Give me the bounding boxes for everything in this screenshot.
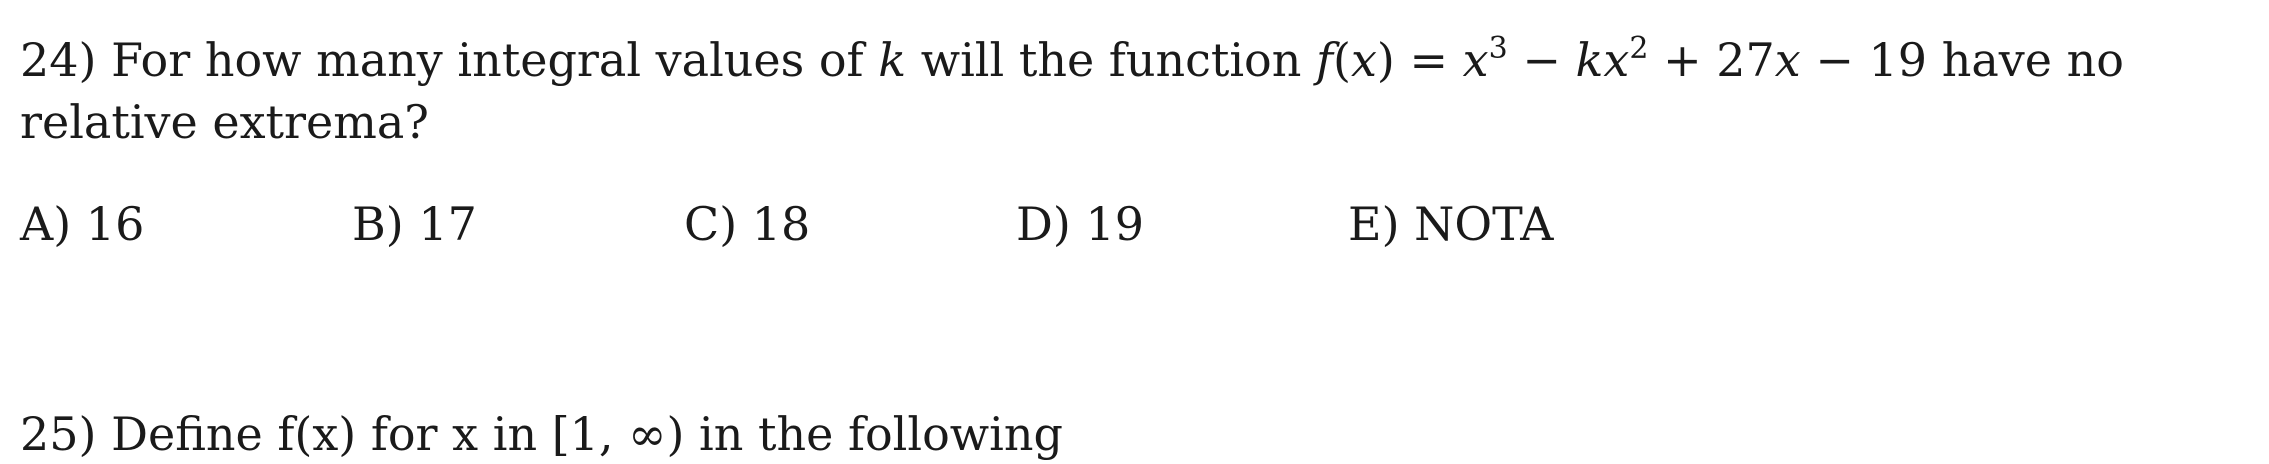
function-expression <box>1316 33 1942 87</box>
term-2-coefficient: k <box>1575 33 1604 87</box>
term-1-variable: x <box>1462 33 1489 87</box>
question-number: 24) <box>20 33 97 87</box>
term-1-exponent: 3 <box>1488 31 1508 66</box>
paren-close: ) <box>1376 33 1395 87</box>
plus-sign: + <box>1663 33 1702 87</box>
choice-label: E) <box>1348 197 1400 251</box>
next-question-cutoff: 25) Define f(x) for x in [1, ∞) in the following <box>20 407 1063 461</box>
choice-label: A) <box>20 197 72 251</box>
question-line-1 <box>20 30 2124 90</box>
question-text-part-2: will the function <box>920 33 1302 87</box>
term-3-variable: x <box>1774 33 1801 87</box>
choice-value: NOTA <box>1414 197 1554 251</box>
choice-label: B) <box>352 197 404 251</box>
function-argument: x <box>1350 33 1377 87</box>
choice-e <box>1348 194 1554 254</box>
minus-sign-1: − <box>1522 33 1561 87</box>
choice-label: C) <box>684 197 738 251</box>
choice-value: 17 <box>418 197 477 251</box>
choice-b <box>352 194 477 254</box>
choice-d <box>1016 194 1144 254</box>
choice-label: D) <box>1016 197 1071 251</box>
choice-a <box>20 194 144 254</box>
function-name: f <box>1315 33 1334 87</box>
choice-value: 18 <box>751 197 811 251</box>
term-2-variable: x <box>1603 33 1630 87</box>
term-4-constant: 19 <box>1868 33 1928 87</box>
question-line-2: relative extrema? <box>20 95 429 149</box>
term-3-coefficient: 27 <box>1716 33 1775 87</box>
choice-value: 16 <box>85 197 145 251</box>
variable-k: k <box>878 33 907 87</box>
term-2-exponent: 2 <box>1629 31 1649 66</box>
paren-open: ( <box>1333 33 1351 87</box>
choice-c <box>684 194 810 254</box>
question-text-part-1: For how many integral values of <box>111 33 864 87</box>
equals-sign: = <box>1409 33 1449 87</box>
choice-value: 19 <box>1085 197 1144 251</box>
minus-sign-2: − <box>1815 33 1854 87</box>
question-text-part-3: have no <box>1941 33 2124 87</box>
